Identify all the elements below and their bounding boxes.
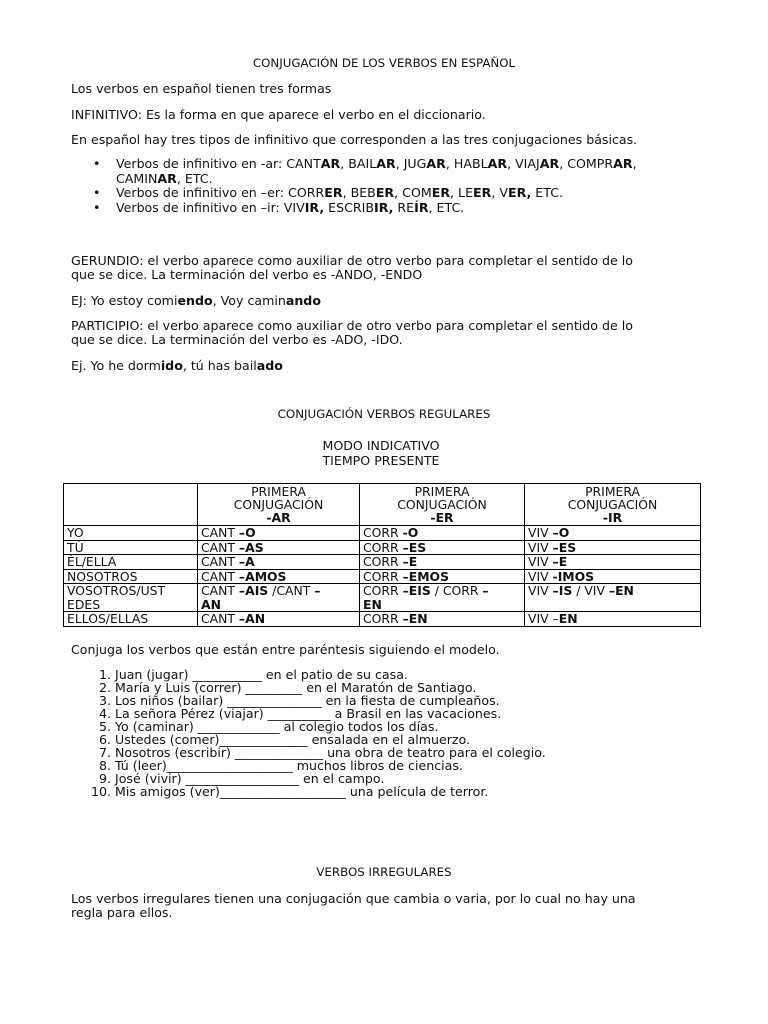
doc-title: CONJUGACIÓN DE LOS VERBOS EN ESPAÑOL bbox=[252, 56, 516, 70]
gerundio-line-1: GERUNDIO: el verbo aparece como auxiliar de otro verbo para completar el sentido de lo bbox=[71, 253, 633, 268]
list-item: 5. Yo (caminar) _____________ al colegio todos los días. bbox=[98, 719, 439, 734]
list-item: 6. Ustedes (comer)______________ ensalada en el almuerzo. bbox=[98, 732, 470, 747]
participio-line-2: que se dice. La terminación del verbo es -ADO, -IDO. bbox=[71, 332, 403, 347]
table-header-ar: PRIMERA CONJUGACIÓN -AR bbox=[198, 484, 360, 526]
list-item: 2. María y Luis (correr) _________ en el Maratón de Santiago. bbox=[98, 680, 477, 695]
regulares-title: CONJUGACIÓN VERBOS REGULARES bbox=[277, 407, 491, 421]
table-row: TÚ CANT –AS CORR –ES VIV –ES bbox=[64, 540, 701, 555]
table-row: NOSOTROS CANT –AMOS CORR –EMOS VIV -IMOS bbox=[64, 569, 701, 584]
list-item: 4. La señora Pérez (viajar) __________ a Brasil en las vacaciones. bbox=[98, 706, 502, 721]
intro-text: Los verbos en español tienen tres formas bbox=[71, 81, 332, 96]
irregulares-title: VERBOS IRREGULARES bbox=[316, 865, 452, 879]
table-row: ÉL/ELLA CANT –A CORR –E VIV –E bbox=[64, 555, 701, 570]
table-header-er: PRIMERA CONJUGACIÓN -ER bbox=[360, 484, 525, 526]
gerundio-line-2: que se dice. La terminación del verbo es -ANDO, -ENDO bbox=[71, 267, 423, 282]
list-item: 3. Los niños (bailar) _______________ en la fiesta de cumpleaños. bbox=[98, 693, 500, 708]
infinitive-list bbox=[93, 157, 637, 215]
table-header-ir: PRIMERA CONJUGACIÓN -IR bbox=[525, 484, 701, 526]
list-item: 1. Juan (jugar) ___________ en el patio de su casa. bbox=[98, 667, 408, 682]
infinitivo-text: INFINITIVO: Es la forma en que aparece el verbo en el diccionario. bbox=[71, 107, 486, 122]
bullet-ir: • Verbos de infinitivo en –ir: VIVIR, ESCRIBIR, REÍR, ETC. bbox=[93, 201, 637, 216]
tiempo-presente: TIEMPO PRESENTE bbox=[322, 453, 440, 468]
list-item: 9. José (vivir) __________________ en el campo. bbox=[98, 771, 385, 786]
list-item: 7. Nosotros (escribir) ______________ una obra de teatro para el colegio. bbox=[98, 745, 546, 760]
example-participio: Ej. Yo he dormido, tú has bailado bbox=[71, 358, 283, 373]
example-gerundio: EJ: Yo estoy comiendo, Voy caminando bbox=[71, 293, 321, 308]
list-item: 10. Mis amigos (ver)____________________ una película de terror. bbox=[91, 784, 489, 799]
bullet-ar: • Verbos de infinitivo en -ar: CANTAR, BAILAR, JUGAR, HABLAR, VIAJAR, COMPRAR, CAMINAR, ETC. bbox=[93, 157, 637, 186]
conjuga-instruction: Conjuga los verbos que están entre paréntesis siguiendo el modelo. bbox=[71, 642, 500, 657]
modo-indicativo: MODO INDICATIVO bbox=[322, 438, 440, 453]
table-row: VOSOTROS/UST EDES CANT –AIS /CANT – AN CORR –EIS / CORR – EN VIV –IS / VIV –EN bbox=[64, 584, 701, 612]
irregulares-line-2: regla para ellos. bbox=[71, 905, 173, 920]
list-item: 8. Tú (leer)____________________ muchos libros de ciencias. bbox=[98, 758, 463, 773]
participio-line-1: PARTICIPIO: el verbo aparece como auxiliar de otro verbo para completar el sentido de lo bbox=[71, 318, 633, 333]
irregulares-line-1: Los verbos irregulares tienen una conjugación que cambia o varia, por lo cual no hay una bbox=[71, 891, 636, 906]
exercise-list bbox=[91, 668, 546, 798]
table-row: ELLOS/ELLAS CANT –AN CORR –EN VIV –EN bbox=[64, 612, 701, 627]
table-row: YO CANT –O CORR -O VIV –O bbox=[64, 526, 701, 541]
table-header-empty bbox=[64, 484, 198, 526]
table-header-row bbox=[64, 484, 701, 526]
bullet-er: • Verbos de infinitivo en –er: CORRER, BEBER, COMER, LEER, VER, ETC. bbox=[93, 186, 637, 201]
tipos-text: En español hay tres tipos de infinitivo que corresponden a las tres conjugaciones básicas. bbox=[71, 132, 638, 147]
conjugation-table bbox=[63, 483, 701, 627]
